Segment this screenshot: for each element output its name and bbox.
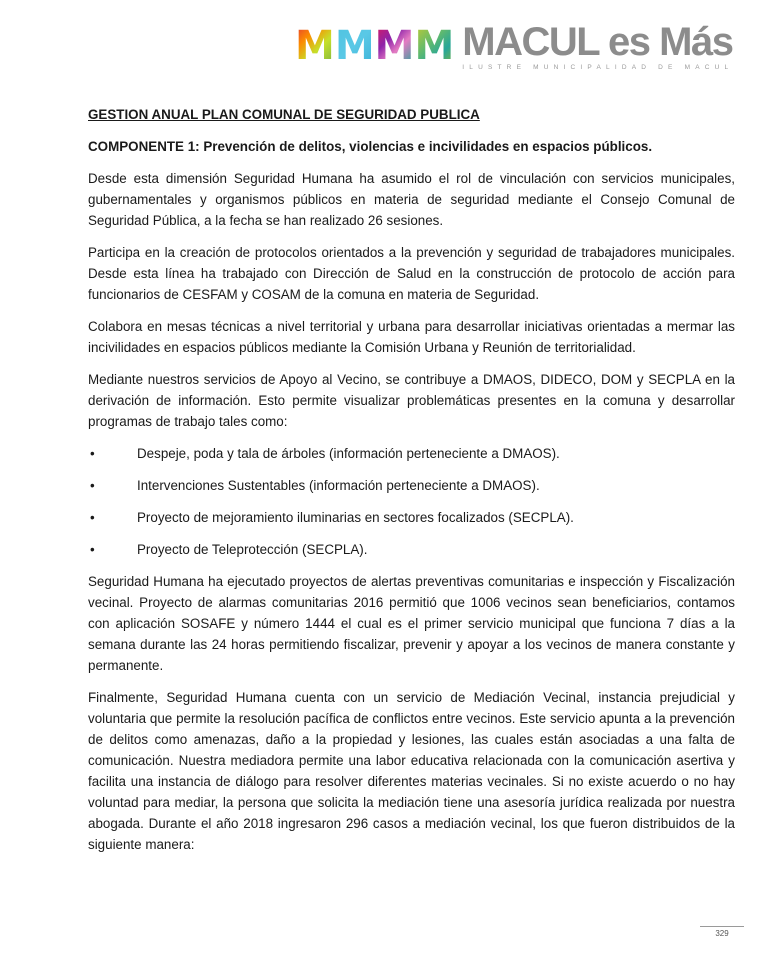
municipality-logo bbox=[295, 20, 734, 71]
logo-letter: M bbox=[414, 23, 453, 69]
paragraph: Desde esta dimensión Seguridad Humana ha asumido el rol de vinculación con servicios municipales, gubernamentales y organismos públicos en materia de seguridad mediante el Consejo Comunal de Seguridad Pública, a la fecha se han realizado 26 sesiones. bbox=[88, 171, 735, 228]
mmmm-logo-mark bbox=[295, 23, 453, 69]
logo-letter: M bbox=[374, 23, 413, 69]
paragraph: Participa en la creación de protocolos orientados a la prevención y seguridad de trabajadores municipales. Desde esta línea ha trabajado con Dirección de Salud en la construcción de protocolo de acción para funcionarios de CESFAM y COSAM de la comuna en materia de Seguridad. bbox=[88, 245, 735, 302]
program-list bbox=[88, 443, 735, 560]
footer-divider bbox=[700, 926, 744, 927]
list-item-text: Proyecto de Teleprotección (SECPLA). bbox=[137, 542, 368, 557]
list-item-text: Proyecto de mejoramiento iluminarias en sectores focalizados (SECPLA). bbox=[137, 510, 574, 525]
list-item bbox=[88, 507, 735, 528]
logo-letter: M bbox=[334, 23, 373, 69]
component-heading: COMPONENTE 1: Prevención de delitos, violencias e incivilidades en espacios públicos. bbox=[88, 139, 653, 154]
paragraph: Finalmente, Seguridad Humana cuenta con un servicio de Mediación Vecinal, instancia prejudicial y voluntaria que permite la resolución pacífica de conflictos entre vecinos. Este servicio apunta a la prevención de delitos como amenazas, daño a la propiedad y lesiones, las cuales están asociadas a una falta de comunicación. Nuestra mediadora permite una labor educativa relacionada con la comunicación asertiva y facilita una instancia de diálogo para resolver diferentes materias vecinales. Si no existe acuerdo o no hay voluntad para mediar, la persona que solicita la mediación tiene una asesoría jurídica realizada por nuestra abogada. Durante el año 2018 ingresaron 296 casos a mediación vecinal, los que fueron distribuidos de la siguiente manera: bbox=[88, 690, 735, 852]
list-item bbox=[88, 475, 735, 496]
document-title: GESTION ANUAL PLAN COMUNAL DE SEGURIDAD PUBLICA bbox=[88, 107, 480, 122]
bullet-icon: • bbox=[90, 446, 95, 461]
brand-name: MACUL es Más bbox=[462, 20, 733, 64]
paragraph: Colabora en mesas técnicas a nivel territorial y urbana para desarrollar iniciativas orientadas a mermar las incivilidades en espacios públicos mediante la Comisión Urbana y Reunión de territorialidad. bbox=[88, 319, 735, 355]
paragraph: Seguridad Humana ha ejecutado proyectos de alertas preventivas comunitarias e inspección y Fiscalización vecinal. Proyecto de alarmas comunitarias 2016 permitió que 1006 vecinos sean beneficiarios, contamos con aplicación SOSAFE y número 1444 el cual es el primer servicio municipal que funciona 7 días a la semana durante las 24 horas permitiendo fiscalizar, prevenir y apoyar a los vecinos de manera constante y permanente. bbox=[88, 574, 735, 673]
logo-letter: M bbox=[295, 23, 333, 69]
brand-block bbox=[462, 20, 733, 71]
bullet-icon: • bbox=[90, 542, 95, 557]
list-item bbox=[88, 443, 735, 464]
bullet-icon: • bbox=[90, 510, 95, 525]
list-item-text: Despeje, poda y tala de árboles (información perteneciente a DMAOS). bbox=[137, 446, 560, 461]
list-item-text: Intervenciones Sustentables (información perteneciente a DMAOS). bbox=[137, 478, 540, 493]
paragraph: Mediante nuestros servicios de Apoyo al Vecino, se contribuye a DMAOS, DIDECO, DOM y SECPLA en la derivación de información. Esto permite visualizar problemáticas presentes en la comuna y desarrollar programas de trabajo tales como: bbox=[88, 372, 735, 429]
page-number: 329 bbox=[715, 929, 729, 938]
document-body bbox=[88, 104, 735, 866]
brand-subtitle: ILUSTRE MUNICIPALIDAD DE MACUL bbox=[462, 64, 734, 71]
bullet-icon: • bbox=[90, 478, 95, 493]
list-item bbox=[88, 539, 735, 560]
